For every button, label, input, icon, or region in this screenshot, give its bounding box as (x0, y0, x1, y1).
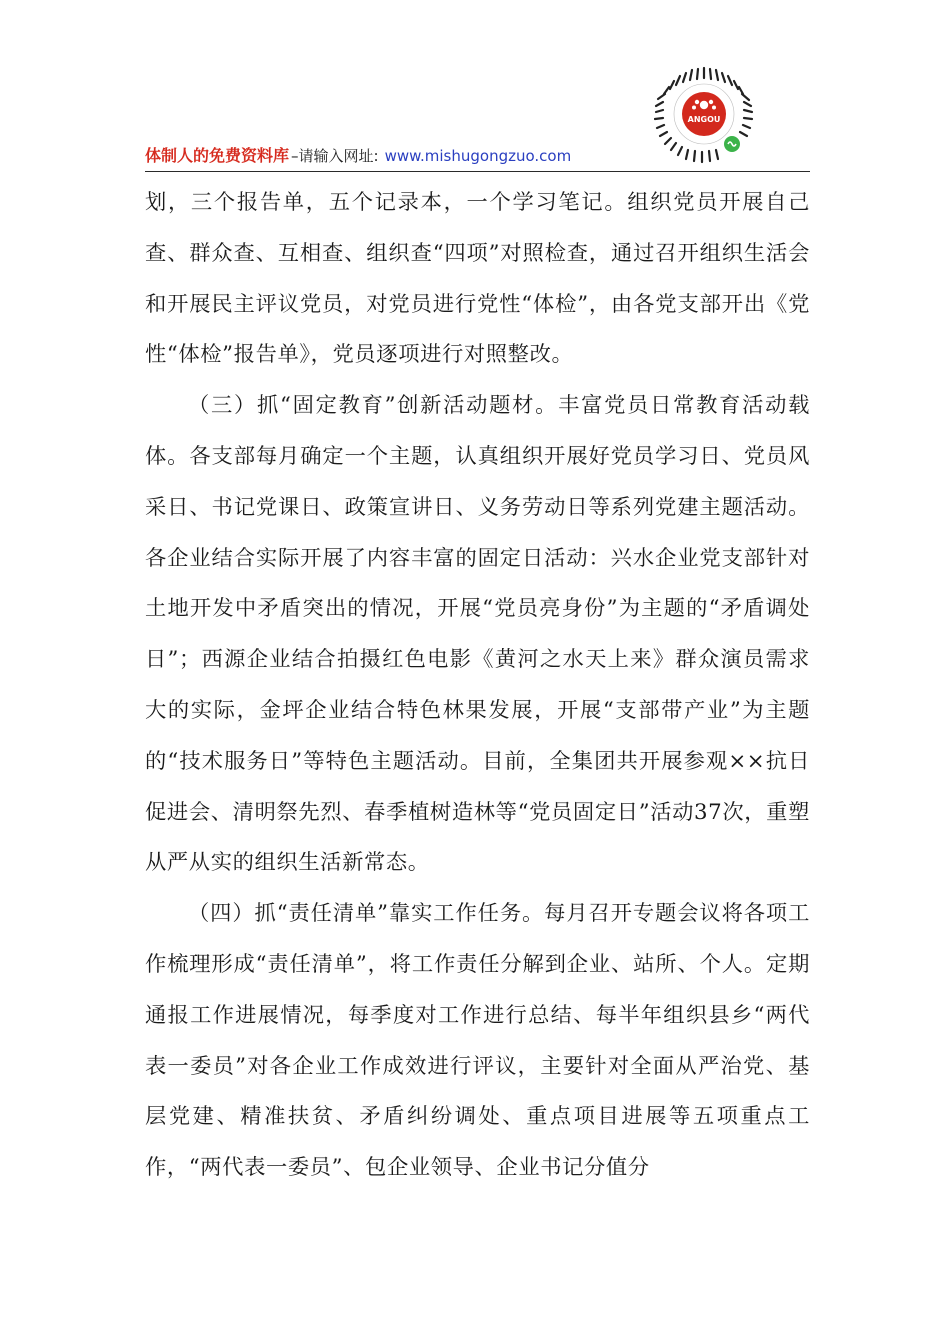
brand-name: 体制人的免费资料库 (145, 146, 290, 165)
logo-text: ANGOU (687, 115, 721, 124)
paragraph: 划，三个报告单，五个记录本，一个学习笔记。组织党员开展自己查、群众查、互相查、组织查“四项”对照检查，通过召开组织生活会和开展民主评议党员，对党员进行党性“体检”，由各党支部开出《党性“体检”报告单》，党员逐项进行对照整改。 (145, 190, 810, 368)
paragraph: （四）抓“责任清单”靠实工作任务。每月召开专题会议将各项工作梳理形成“责任清单”，将工作责任分解到企业、站所、个人。定期通报工作进展情况，每季度对工作进行总结、每半年组织县乡“两代表一委员”对各企业工作成效进行评议，主要针对全面从严治党、基层党建、精准扶贫、矛盾纠纷调处、重点项目进展等五项重点工作，“两代表一委员”、包企业领导、企业书记分值分 (145, 901, 810, 1181)
paragraph: （三）抓“固定教育”创新活动题材。丰富党员日常教育活动载体。各支部每月确定一个主题，认真组织开展好党员学习日、党员风采日、书记党课日、政策宣讲日、义务劳动日等系列党建主题活动。各企业结合实际开展了内容丰富的固定日活动：兴水企业党支部针对土地开发中矛盾突出的情况，开展“党员亮身份”为主题的“矛盾调处日”；西源企业结合拍摄红色电影《黄河之水天上来》群众演员需求大的实际，金坪企业结合特色林果发展，开展“支部带产业”为主题的“技术服务日”等特色主题活动。目前，全集团共开展参观××抗日促进会、清明祭先烈、春季植树造林等“党员固定日”活动37次，重塑从严从实的组织生活新常态。 (145, 393, 810, 876)
document-body (145, 178, 810, 1194)
site-header (145, 142, 810, 170)
site-url-link[interactable]: www.mishugongzuo.com (384, 147, 572, 165)
header-divider (145, 171, 810, 172)
url-prompt: –请输入网址: (291, 147, 379, 165)
